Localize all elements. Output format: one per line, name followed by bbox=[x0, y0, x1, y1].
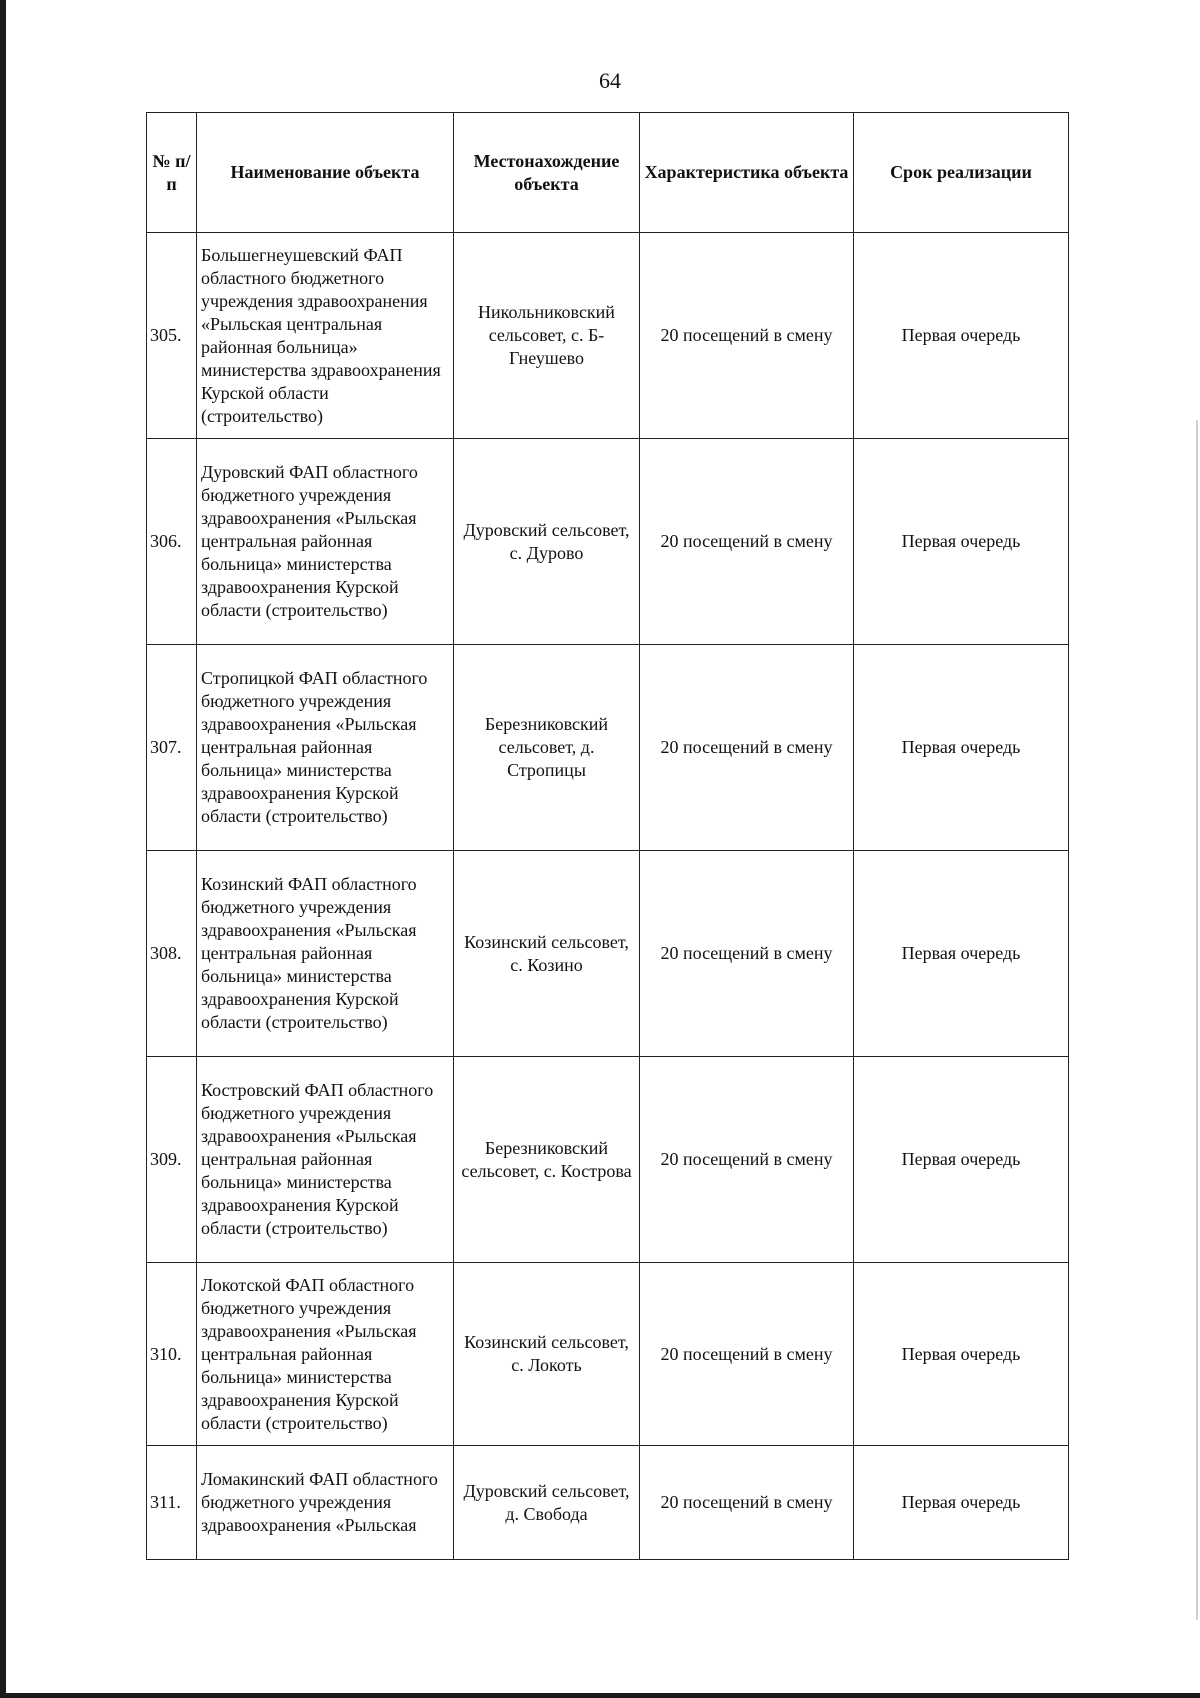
table-row bbox=[147, 233, 1069, 439]
object-characteristic: 20 посещений в смену bbox=[640, 645, 854, 851]
object-characteristic: 20 посещений в смену bbox=[640, 1057, 854, 1263]
row-number: 307. bbox=[147, 645, 197, 851]
implementation-term: Первая очередь bbox=[854, 233, 1069, 439]
table-row bbox=[147, 439, 1069, 645]
object-location: Березниковский сельсовет, д. Стропицы bbox=[454, 645, 640, 851]
implementation-term: Первая очередь bbox=[854, 645, 1069, 851]
scan-edge-bottom bbox=[0, 1693, 1200, 1698]
row-number: 309. bbox=[147, 1057, 197, 1263]
object-characteristic: 20 посещений в смену bbox=[640, 1446, 854, 1560]
scan-edge-right bbox=[1196, 420, 1198, 1620]
object-characteristic: 20 посещений в смену bbox=[640, 1263, 854, 1446]
object-name: Костровский ФАП областного бюджетного учреждения здравоохранения «Рыльская центральная районная больница» министерства здравоохранения Курской области (строительство) bbox=[197, 1057, 454, 1263]
object-name: Локотской ФАП областного бюджетного учреждения здравоохранения «Рыльская центральная районная больница» министерства здравоохранения Курской области (строительство) bbox=[197, 1263, 454, 1446]
page-number: 64 bbox=[599, 68, 621, 93]
implementation-term: Первая очередь bbox=[854, 1057, 1069, 1263]
object-characteristic: 20 посещений в смену bbox=[640, 233, 854, 439]
implementation-term: Первая очередь bbox=[854, 1263, 1069, 1446]
implementation-term: Первая очередь bbox=[854, 1446, 1069, 1560]
scan-edge-left bbox=[0, 0, 6, 1698]
object-name: Козинский ФАП областного бюджетного учреждения здравоохранения «Рыльская центральная районная больница» министерства здравоохранения Курской области (строительство) bbox=[197, 851, 454, 1057]
row-number: 311. bbox=[147, 1446, 197, 1560]
object-location: Дуровский сельсовет, д. Свобода bbox=[454, 1446, 640, 1560]
object-location: Дуровский сельсовет, с. Дурово bbox=[454, 439, 640, 645]
row-number: 306. bbox=[147, 439, 197, 645]
object-name: Ломакинский ФАП областного бюджетного учреждения здравоохранения «Рыльская bbox=[197, 1446, 454, 1560]
object-name: Большегнеушевский ФАП областного бюджетного учреждения здравоохранения «Рыльская центральная районная больница» министерства здравоохранения Курской области (строительство) bbox=[197, 233, 454, 439]
object-name: Дуровский ФАП областного бюджетного учреждения здравоохранения «Рыльская центральная районная больница» министерства здравоохранения Курской области (строительство) bbox=[197, 439, 454, 645]
row-number: 305. bbox=[147, 233, 197, 439]
object-location: Козинский сельсовет, с. Козино bbox=[454, 851, 640, 1057]
object-characteristic: 20 посещений в смену bbox=[640, 439, 854, 645]
table-row bbox=[147, 1057, 1069, 1263]
object-characteristic: 20 посещений в смену bbox=[640, 851, 854, 1057]
object-location: Березниковский сельсовет, с. Кострова bbox=[454, 1057, 640, 1263]
implementation-term: Первая очередь bbox=[854, 439, 1069, 645]
header-name: Наименование объекта bbox=[197, 113, 454, 233]
objects-table bbox=[146, 112, 1069, 1560]
row-number: 310. bbox=[147, 1263, 197, 1446]
table-row bbox=[147, 645, 1069, 851]
header-characteristic: Характеристика объекта bbox=[640, 113, 854, 233]
implementation-term: Первая очередь bbox=[854, 851, 1069, 1057]
table-row bbox=[147, 1446, 1069, 1560]
header-location: Местонахождение объекта bbox=[454, 113, 640, 233]
row-number: 308. bbox=[147, 851, 197, 1057]
table-row bbox=[147, 1263, 1069, 1446]
table-row bbox=[147, 851, 1069, 1057]
header-term: Срок реализации bbox=[854, 113, 1069, 233]
table-header-row bbox=[147, 113, 1069, 233]
object-location: Никольниковский сельсовет, с. Б-Гнеушево bbox=[454, 233, 640, 439]
object-name: Стропицкой ФАП областного бюджетного учреждения здравоохранения «Рыльская центральная районная больница» министерства здравоохранения Курской области (строительство) bbox=[197, 645, 454, 851]
object-location: Козинский сельсовет, с. Локоть bbox=[454, 1263, 640, 1446]
header-num: № п/п bbox=[147, 113, 197, 233]
